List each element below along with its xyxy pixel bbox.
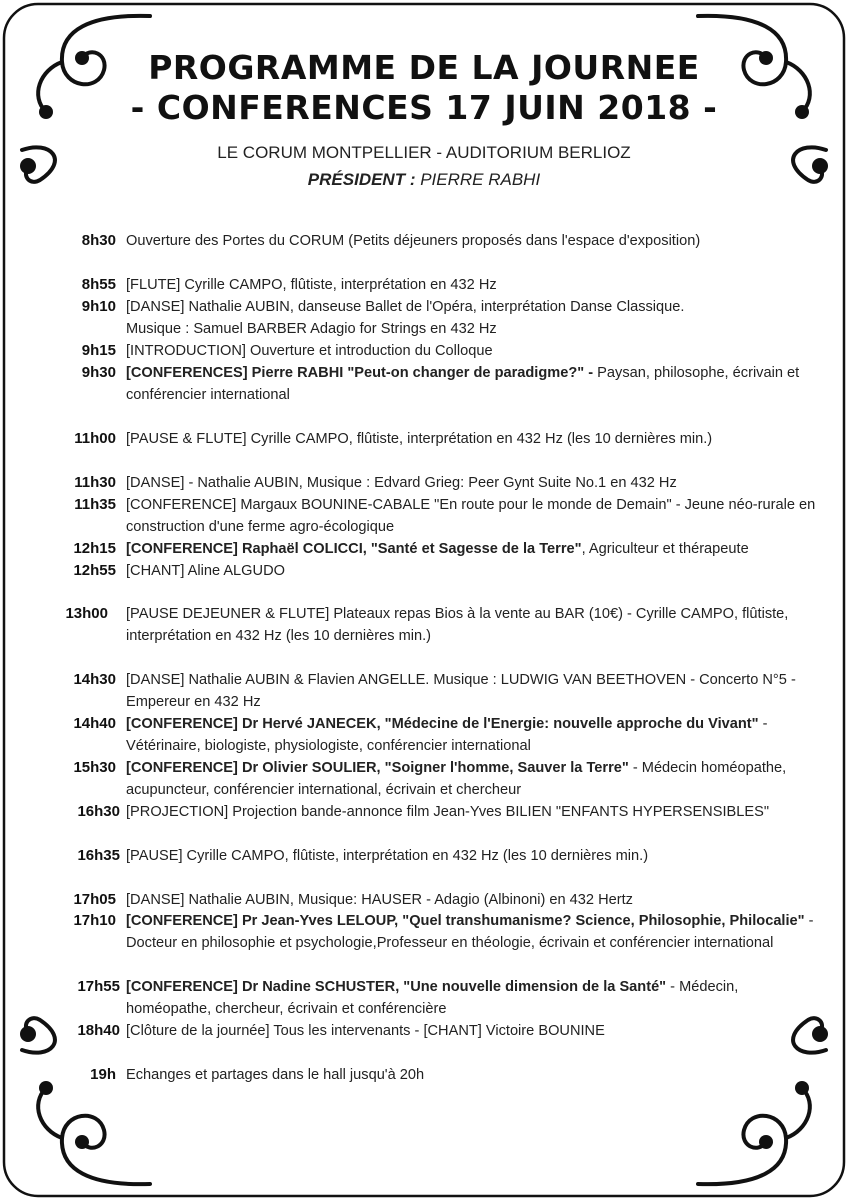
schedule-description: [DANSE] - Nathalie AUBIN, Musique : Edvard Grieg: Peer Gynt Suite No.1 en 432 Hz (126, 475, 677, 491)
schedule-description: [DANSE] Nathalie AUBIN, Musique: HAUSER - Adagio (Albinoni) en 432 Hertz (126, 892, 633, 908)
schedule-description: [CONFERENCE] Raphaël COLICCI, "Santé et Sagesse de la Terre", Agriculteur et thérapeute (126, 541, 749, 557)
schedule-description: Ouverture des Portes du CORUM (Petits déjeuners proposés dans l'espace d'exposition) (126, 233, 701, 249)
schedule-time: 18h40 (77, 1022, 120, 1039)
schedule-time: 14h40 (73, 715, 116, 732)
schedule-time: 9h30 (81, 364, 116, 381)
page-title-line-2: - CONFERENCES 17 JUIN 2018 - (130, 88, 718, 127)
schedule-time: 9h15 (81, 342, 116, 359)
schedule-description: [PAUSE DEJEUNER & FLUTE] Plateaux repas Bios à la vente au BAR (10€) - Cyrille CAMPO, flûtiste, interprétation en 432 Hz (les 10 dernières min.) (126, 606, 789, 644)
schedule-time: 16h30 (77, 803, 120, 820)
schedule-time: 14h30 (73, 671, 116, 688)
schedule-description: [DANSE] Nathalie AUBIN, danseuse Ballet de l'Opéra, interprétation Danse Classique. Musique : Samuel BARBER Adagio for Strings en 432 Hz (126, 299, 685, 337)
schedule-time: 17h10 (73, 912, 116, 929)
schedule-description: [CHANT] Aline ALGUDO (126, 563, 285, 579)
schedule-time: 8h30 (81, 232, 116, 249)
schedule-description: [PROJECTION] Projection bande-annonce film Jean-Yves BILIEN "ENFANTS HYPERSENSIBLES" (126, 804, 770, 820)
scroll-ornament-bottom-left (22, 1018, 150, 1184)
schedule-description: [FLUTE] Cyrille CAMPO, flûtiste, interprétation en 432 Hz (126, 277, 497, 293)
schedule-description: [INTRODUCTION] Ouverture et introduction du Colloque (126, 343, 493, 359)
schedule-time: 11h00 (74, 430, 116, 447)
president-name: PIERRE RABHI (415, 170, 541, 189)
schedule-description: [CONFERENCE] Dr Hervé JANECEK, "Médecine de l'Energie: nouvelle approche du Vivant" - Vétérinaire, biologiste, physiologiste, conférencier international (126, 716, 768, 754)
president-line (0, 170, 848, 190)
schedule-description: [CONFERENCE] Dr Nadine SCHUSTER, "Une nouvelle dimension de la Santé" - Médecin, homéopathe, chercheur, écrivain et conférencière (126, 979, 739, 1017)
schedule-time: 19h (90, 1066, 116, 1083)
schedule-time: 13h00 (65, 605, 108, 622)
schedule-description: [Clôture de la journée] Tous les intervenants - [CHANT] Victoire BOUNINE (126, 1023, 605, 1039)
schedule-description: [CONFERENCES] Pierre RABHI "Peut-on changer de paradigme?" - Paysan, philosophe, écrivain et conférencier international (126, 365, 800, 403)
schedule-time: 16h35 (77, 847, 120, 864)
schedule-description: Echanges et partages dans le hall jusqu'à 20h (126, 1067, 425, 1083)
president-label: PRÉSIDENT : (307, 170, 416, 189)
schedule-description: [CONFERENCE] Margaux BOUNINE-CABALE "En route pour le monde de Demain" - Jeune néo-rurale en construction d'une ferme agro-écologique (126, 497, 816, 535)
schedule-description: [DANSE] Nathalie AUBIN & Flavien ANGELLE. Musique : LUDWIG VAN BEETHOVEN - Concerto N°5 - Empereur en 432 Hz (126, 672, 796, 710)
schedule-time: 17h05 (73, 891, 116, 908)
schedule-time: 9h10 (81, 298, 116, 315)
schedule-description: [PAUSE & FLUTE] Cyrille CAMPO, flûtiste, interprétation en 432 Hz (les 10 dernières min.) (126, 431, 713, 447)
schedule-time: 15h30 (73, 759, 116, 776)
scroll-ornament-bottom-right (698, 1018, 826, 1184)
schedule-time: 11h30 (74, 474, 116, 491)
page-title-line-1: PROGRAMME DE LA JOURNEE (148, 48, 700, 87)
schedule-time: 17h55 (77, 978, 120, 995)
schedule-time: 12h55 (73, 562, 116, 579)
schedule-time: 12h15 (73, 540, 116, 557)
schedule-time: 11h35 (74, 496, 116, 513)
schedule-time: 8h55 (81, 276, 116, 293)
venue-label: LE CORUM MONTPELLIER - AUDITORIUM BERLIOZ (217, 143, 631, 162)
schedule-description: [PAUSE] Cyrille CAMPO, flûtiste, interprétation en 432 Hz (les 10 dernières min.) (126, 848, 649, 864)
schedule-description: [CONFERENCE] Dr Olivier SOULIER, "Soigner l'homme, Sauver la Terre" - Médecin homéopathe, acupuncteur, conférencier international, écrivain et chercheur (126, 760, 787, 798)
schedule-description: [CONFERENCE] Pr Jean-Yves LELOUP, "Quel transhumanisme? Science, Philosophie, Philocalie" - Docteur en philosophie et psychologie,Professeur en théologie, écrivain et conférencier international (126, 913, 814, 951)
